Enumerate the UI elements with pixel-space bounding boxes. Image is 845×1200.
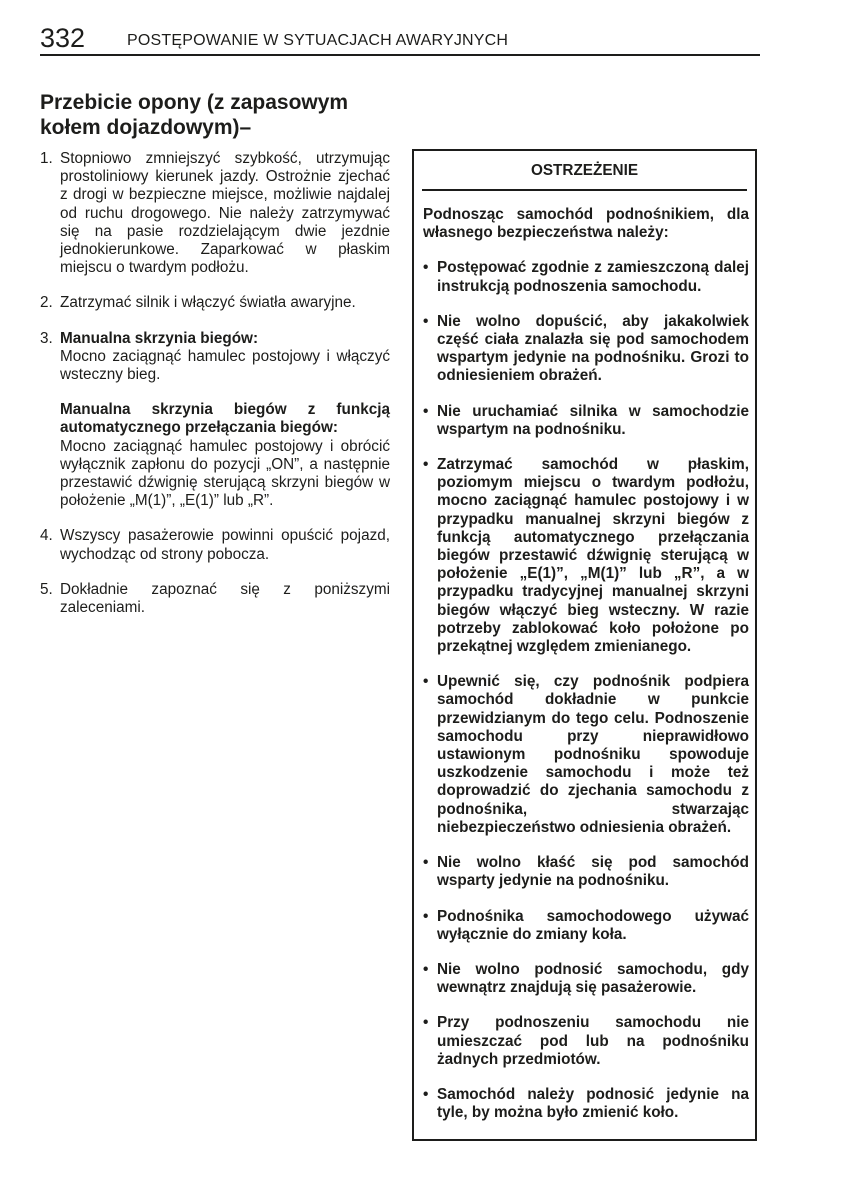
step-text: Wszyscy pasażerowie powinni opuścić pojazd, wychodząc od strony pobocza.	[60, 527, 390, 563]
step-item	[40, 581, 390, 617]
auto-gearbox-heading: Manualna skrzynia biegów z funkcją automatycznego przełączania biegów:	[60, 401, 390, 437]
step-text: Dokładnie zapoznać się z poniższymi zaleceniami.	[60, 580, 390, 617]
step-number: 5.	[40, 580, 53, 598]
warning-item: • Samochód należy podnosić jedynie na tyle, by można było zmienić koło.	[423, 1085, 749, 1122]
step-number: 3.	[40, 329, 53, 347]
manual-gearbox-text: Mocno zaciągnąć hamulec postojowy i włączyć wsteczny bieg.	[60, 347, 390, 384]
manual-gearbox-heading: Manualna skrzynia biegów:	[60, 329, 259, 347]
bullet-icon: •	[423, 312, 429, 330]
warning-item: • Podnośnika samochodowego używać wyłącznie do zmiany koła.	[423, 907, 749, 943]
warning-intro: Podnosząc samochód podnośnikiem, dla własnego bezpieczeństwa należy:	[423, 206, 749, 242]
warning-item: • Postępować zgodnie z zamieszczoną dalej instrukcją podnoszenia samochodu.	[423, 259, 749, 295]
steps-list	[40, 150, 390, 617]
warning-item: • Nie uruchamiać silnika w samochodzie wspartym na podnośniku.	[423, 402, 749, 438]
step-number: 4.	[40, 527, 53, 545]
page-header	[40, 23, 760, 56]
bullet-icon: •	[423, 960, 429, 978]
section-title: Przebicie opony (z zapasowym kołem dojazdowym)–	[40, 91, 349, 139]
warning-item: • Upewnić się, czy podnośnik podpiera samochód dokładnie w punkcie przewidzianym do tego celu. Podnoszenie samochodu przy nieprawidłowo ustawionym podnośniku spowoduje uszkodzenie samochodu i może też doprowadzić do zjechania samochodu z podnośnika, stwarzając niebezpieczeństwo odniesienia obrażeń.	[423, 673, 749, 836]
bullet-icon: •	[423, 1014, 429, 1032]
step-item	[40, 294, 390, 312]
auto-gearbox-text: Mocno zaciągnąć hamulec postojowy i obrócić wyłącznik zapłonu do pozycji „ON”, a następnie przestawić dźwignię sterującą skrzyni biegów w położenie „M(1)”, „E(1)” lub „R”.	[60, 437, 390, 510]
step-item	[40, 330, 390, 511]
bullet-icon: •	[423, 673, 429, 691]
bullet-icon: •	[423, 259, 429, 277]
warning-item: • Nie wolno podnosić samochodu, gdy wewnątrz znajdują się pasażerowie.	[423, 960, 749, 997]
warning-list	[423, 259, 749, 1122]
warning-item: • Nie wolno kłaść się pod samochód wsparty jedynie na podnośniku.	[423, 854, 749, 890]
warning-box	[412, 149, 757, 1141]
bullet-icon: •	[423, 1085, 429, 1103]
step-text: Zatrzymać silnik i włączyć światła awaryjne.	[60, 294, 356, 312]
warning-item: • Nie wolno dopuścić, aby jakakolwiek część ciała znalazła się pod samochodem wspartym jedynie na podnośniku. Grozi to odniesieniem obrażeń.	[423, 312, 749, 385]
page-number: 332	[40, 23, 86, 53]
bullet-icon: •	[423, 402, 429, 420]
warning-item: • Zatrzymać samochód w płaskim, poziomym miejscu o twardym podłożu, mocno zaciągnąć hamulec postojowy i w przypadku manualnej skrzyni biegów z funkcją automatycznego przełączania biegów przestawić dźwignię sterującą w położenie „E(1)”, „M(1)” lub „R”, a w przypadku tradycyjnej manualnej skrzyni biegów włączyć bieg wsteczny. W razie potrzeby zablokować koło położone po przekątnej względem zmienianego.	[423, 456, 749, 656]
chapter-title: POSTĘPOWANIE W SYTUACJACH AWARYJNYCH	[127, 32, 509, 49]
step-number: 2.	[40, 294, 53, 312]
bullet-icon: •	[423, 907, 429, 925]
step-item	[40, 150, 390, 277]
step-number: 1.	[40, 150, 53, 167]
step-item	[40, 527, 390, 563]
bullet-icon: •	[423, 456, 429, 474]
step-text: Stopniowo zmniejszyć szybkość, utrzymując prostoliniowy kierunek jazdy. Ostrożnie zjechać z drogi w bezpieczne miejsce, możliwie najdalej od ruchu drogowego. Nie należy zatrzymywać się na pasie rozdzielającym dwie jezdnie jednokierunkowe. Zaparkować w płaskim miejscu o twardym podłożu.	[60, 150, 390, 277]
warning-item: • Przy podnoszeniu samochodu nie umieszczać pod lub na podnośniku żadnych przedmiotów.	[423, 1014, 749, 1068]
bullet-icon: •	[423, 854, 429, 872]
warning-title: OSTRZEŻENIE	[422, 159, 747, 191]
